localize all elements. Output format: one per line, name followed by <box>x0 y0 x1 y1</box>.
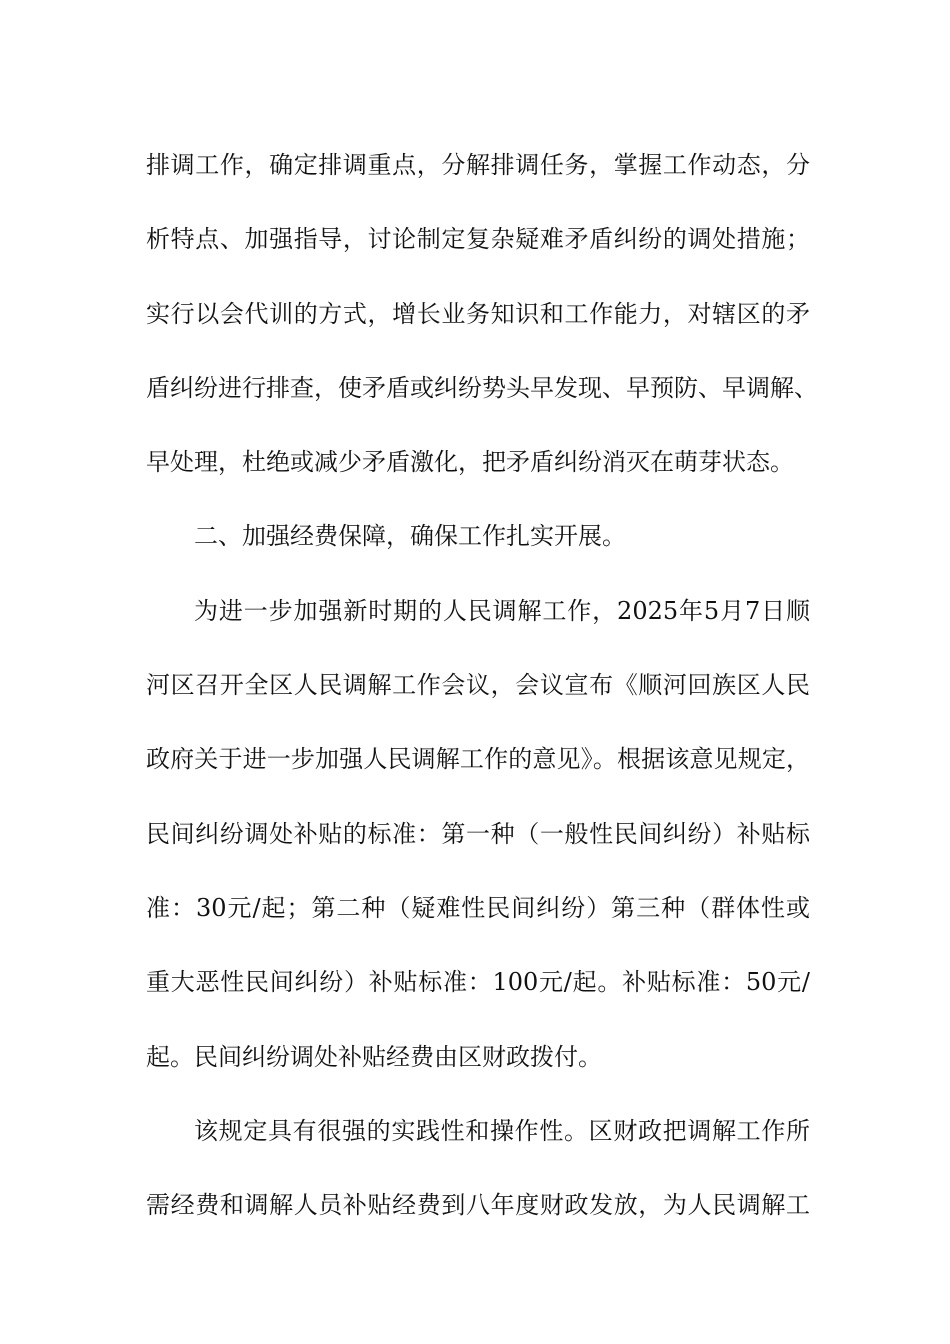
text-line-7: 为进一步加强新时期的人民调解工作，2025年5月7日顺 <box>194 596 810 625</box>
text-line-12: 重大恶性民间纠纷）补贴标准：100元/起。补贴标准：50元/ <box>146 968 810 997</box>
text-line-15: 需经费和调解人员补贴经费到八年度财政发放，为人民调解工 <box>146 1191 810 1220</box>
text-line-10: 民间纠纷调处补贴的标准：第一种（一般性民间纠纷）补贴标 <box>146 819 810 848</box>
text-line-9: 政府关于进一步加强人民调解工作的意见》。根据该意见规定， <box>146 745 810 774</box>
text-line-13: 起。民间纠纷调处补贴经费由区财政拨付。 <box>146 1042 602 1071</box>
text-line-11: 准：30元/起；第二种（疑难性民间纠纷）第三种（群体性或 <box>146 893 810 922</box>
section-heading: 二、加强经费保障，确保工作扎实开展。 <box>194 522 626 551</box>
text-line-4: 盾纠纷进行排查，使矛盾或纠纷势头早发现、早预防、早调解、 <box>146 373 818 402</box>
document-body <box>146 128 818 1242</box>
text-line-14: 该规定具有很强的实践性和操作性。区财政把调解工作所 <box>194 1116 810 1145</box>
text-line-2: 析特点、加强指导，讨论制定复杂疑难矛盾纠纷的调处措施； <box>146 225 810 254</box>
text-line-3: 实行以会代训的方式，增长业务知识和工作能力，对辖区的矛 <box>146 299 810 328</box>
text-line-8: 河区召开全区人民调解工作会议，会议宣布《顺河回族区人民 <box>146 671 810 700</box>
text-line-1: 排调工作，确定排调重点，分解排调任务，掌握工作动态，分 <box>146 151 810 179</box>
text-line-5: 早处理，杜绝或减少矛盾激化，把矛盾纠纷消灭在萌芽状态。 <box>146 448 794 477</box>
